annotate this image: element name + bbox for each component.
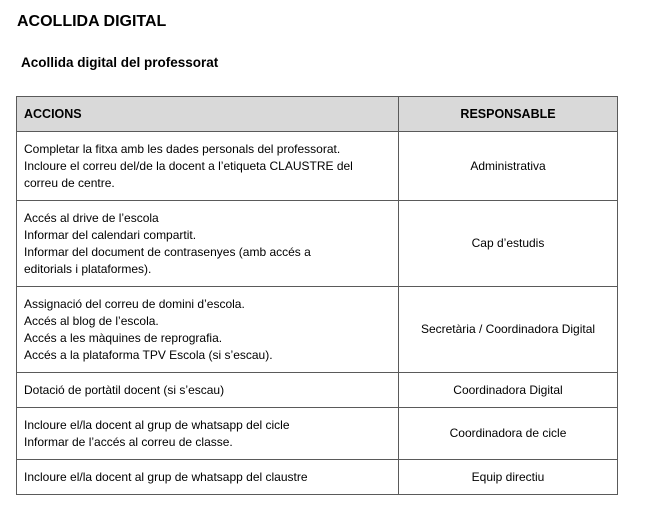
document-title: ACOLLIDA DIGITAL <box>17 13 167 30</box>
actions-table <box>16 96 618 495</box>
responsible-cell: Coordinadora Digital <box>399 373 618 408</box>
action-line: Accés al blog de l’escola. <box>24 314 159 328</box>
action-line: Incloure el/la docent al grup de whatsapp del cicle <box>24 418 290 432</box>
action-line: correu de centre. <box>24 176 115 190</box>
action-line: Informar del document de contrasenyes (amb accés a <box>24 245 311 259</box>
action-line: Informar del calendari compartit. <box>24 228 197 242</box>
table-header-row <box>17 97 618 132</box>
responsible-cell: Secretària / Coordinadora Digital <box>399 287 618 373</box>
action-line: Accés a les màquines de reprografia. <box>24 331 223 345</box>
action-line: editorials i plataformes). <box>24 262 152 276</box>
table-row <box>17 201 618 287</box>
actions-cell <box>17 287 399 373</box>
table-row <box>17 408 618 460</box>
action-line: Accés a la plataforma TPV Escola (si s’escau). <box>24 348 273 362</box>
actions-cell <box>17 460 399 495</box>
header-actions: ACCIONS <box>17 97 399 132</box>
action-line: Incloure el/la docent al grup de whatsapp del claustre <box>24 470 308 484</box>
actions-cell <box>17 201 399 287</box>
actions-cell <box>17 373 399 408</box>
actions-cell <box>17 408 399 460</box>
table-row <box>17 287 618 373</box>
action-line: Assignació del correu de domini d’escola. <box>24 297 245 311</box>
table-row <box>17 373 618 408</box>
actions-cell <box>17 132 399 201</box>
table-row <box>17 460 618 495</box>
action-line: Completar la fitxa amb les dades personals del professorat. <box>24 142 341 156</box>
responsible-cell: Cap d’estudis <box>399 201 618 287</box>
header-responsible: RESPONSABLE <box>399 97 618 132</box>
action-line: Incloure el correu del/de la docent a l’etiqueta CLAUSTRE del <box>24 159 353 173</box>
action-line: Dotació de portàtil docent (si s’escau) <box>24 383 225 397</box>
table-row <box>17 132 618 201</box>
responsible-cell: Equip directiu <box>399 460 618 495</box>
responsible-cell: Coordinadora de cicle <box>399 408 618 460</box>
action-line: Accés al drive de l’escola <box>24 211 159 225</box>
document-subtitle: Acollida digital del professorat <box>21 55 219 70</box>
action-line: Informar de l’accés al correu de classe. <box>24 435 233 449</box>
responsible-cell: Administrativa <box>399 132 618 201</box>
